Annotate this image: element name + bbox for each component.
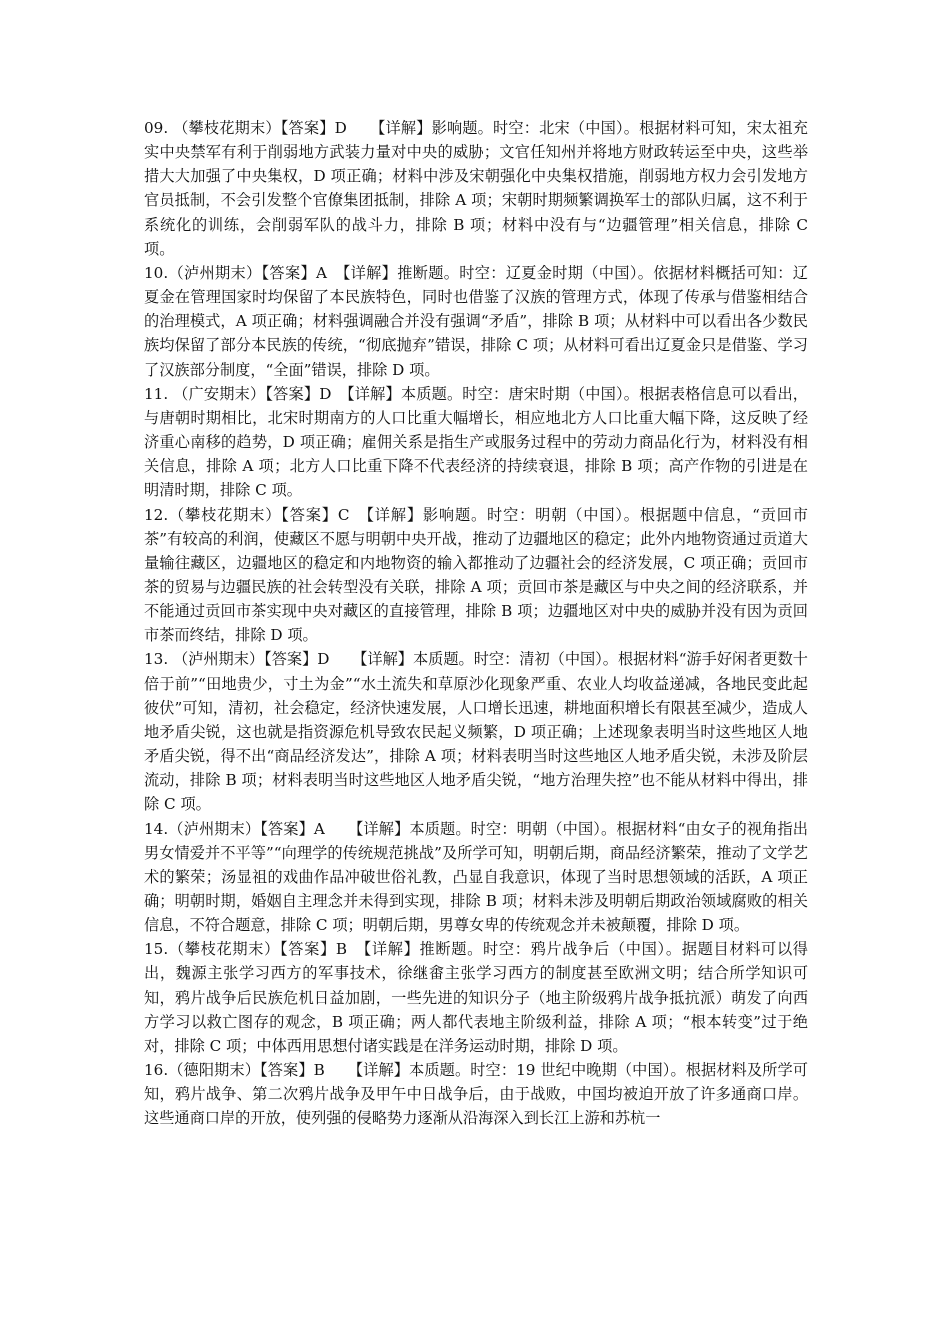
document-page	[144, 116, 808, 1131]
answer-paragraph-16: 16.（德阳期末）【答案】B 【详解】本质题。时空：19 世纪中晚期（中国）。根据材料及所学可知，鸦片战争、第二次鸦片战争及甲午中日战争后，由于战败，中国均被迫开放了许多通商口岸。这些通商口岸的开放，使列强的侵略势力逐渐从沿海深入到长江上游和苏杭一	[144, 1061, 808, 1128]
answer-paragraph-14: 14.（泸州期末）【答案】A 【详解】本质题。时空：明朝（中国）。根据材料“由女子的视角指出男女情爱并不平等”“向理学的传统规范挑战”及所学可知，明朝后期，商品经济繁荣，推动了文学艺术的繁荣；汤显祖的戏曲作品冲破世俗礼教，凸显自我意识，体现了当时思想领域的活跃，A 项正确；明朝时期，婚姻自主理念并未得到实现，排除 B 项；材料未涉及明朝后期政治领域腐败的相关信息，不符合题意，排除 C 项；明朝后期，男尊女卑的传统观念并未被颠覆，排除 D 项。	[144, 819, 808, 935]
answer-paragraph-10: 10.（泸州期末）【答案】A 【详解】推断题。时空：辽夏金时期（中国）。依据材料概括可知：辽夏金在管理国家时均保留了本民族特色，同时也借鉴了汉族的管理方式，体现了传承与借鉴相结合的治理模式，A 项正确；材料强调融合并没有强调“矛盾”，排除 B 项；从材料中可以看出各少数民族均保留了部分本民族的传统，“彻底抛弃”错误，排除 C 项；从材料可看出辽夏金只是借鉴、学习了汉族部分制度，“全面”错误，排除 D 项。	[144, 263, 808, 379]
answer-paragraph-15: 15.（攀枝花期末）【答案】B 【详解】推断题。时空：鸦片战争后（中国）。据题目材料可以得出，魏源主张学习西方的军事技术，徐继畬主张学习西方的制度甚至欧洲文明；结合所学知识可知，鸦片战争后民族危机日益加剧，一些先进的知识分子（地主阶级鸦片战争抵抗派）萌发了向西方学习以救亡图存的观念，B 项正确；两人都代表地主阶级利益，排除 A 项；“根本转变”过于绝对，排除 C 项；中体西用思想付诸实践是在洋务运动时期，排除 D 项。	[144, 940, 808, 1055]
answer-paragraph-09: 09. （攀枝花期末）【答案】D 【详解】影响题。时空：北宋（中国）。根据材料可知，宋太祖充实中央禁军有利于削弱地方武装力量对中央的威胁；文官任知州并将地方财政转运至中央，这些举措大大加强了中央集权，D 项正确；材料中涉及宋朝强化中央集权措施，削弱地方权力会引发地方官员抵制，不会引发整个官僚集团抵制，排除 A 项；宋朝时期频繁调换军士的部队归属，这不利于系统化的训练，会削弱军队的战斗力，排除 B 项；材料中没有与“边疆管理”相关信息，排除 C 项。	[144, 119, 808, 258]
answer-paragraph-13: 13. （泸州期末）【答案】D 【详解】本质题。时空：清初（中国）。根据材料“游手好闲者更数十倍于前”“田地贵少，寸土为金”“水土流失和草原沙化现象严重、农业人均收益递减，各地民变此起彼伏”可知，清初，社会稳定，经济快速发展，人口增长迅速，耕地面积增长有限甚至减少，造成人地矛盾尖锐，这也就是指资源危机导致农民起义频繁，D 项正确；上述现象表明当时这些地区人地矛盾尖锐，得不出“商品经济发达”，排除 A 项；材料表明当时这些地区人地矛盾尖锐，未涉及阶层流动，排除 B 项；材料表明当时这些地区人地矛盾尖锐，“地方治理失控”也不能从材料中得出，排除 C 项。	[144, 650, 808, 814]
answer-paragraph-11: 11. （广安期末）【答案】D 【详解】本质题。时空：唐宋时期（中国）。根据表格信息可以看出，与唐朝时期相比，北宋时期南方的人口比重大幅增长，相应地北方人口比重大幅下降，这反映了经济重心南移的趋势，D 项正确；雇佣关系是指生产或服务过程中的劳动力商品化行为，材料没有相关信息，排除 A 项；北方人口比重下降不代表经济的持续衰退，排除 B 项；高产作物的引进是在明清时期，排除 C 项。	[144, 384, 808, 500]
answer-paragraph-12: 12.（攀枝花期末）【答案】C 【详解】影响题。时空：明朝（中国）。根据题中信息，“贡回市茶”有较高的利润，使藏区不愿与明朝中央开战，推动了边疆地区的稳定；此外内地物资通过贡道大量输往藏区，边疆地区的稳定和内地物资的输入都推动了边疆社会的经济发展，C 项正确；贡回市茶的贸易与边疆民族的社会转型没有关联，排除 A 项；贡回市茶是藏区与中央之间的经济联系，并不能通过贡回市茶实现中央对藏区的直接管理，排除 B 项；边疆地区对中央的威胁并没有因为贡回市茶而终结，排除 D 项。	[144, 505, 808, 645]
